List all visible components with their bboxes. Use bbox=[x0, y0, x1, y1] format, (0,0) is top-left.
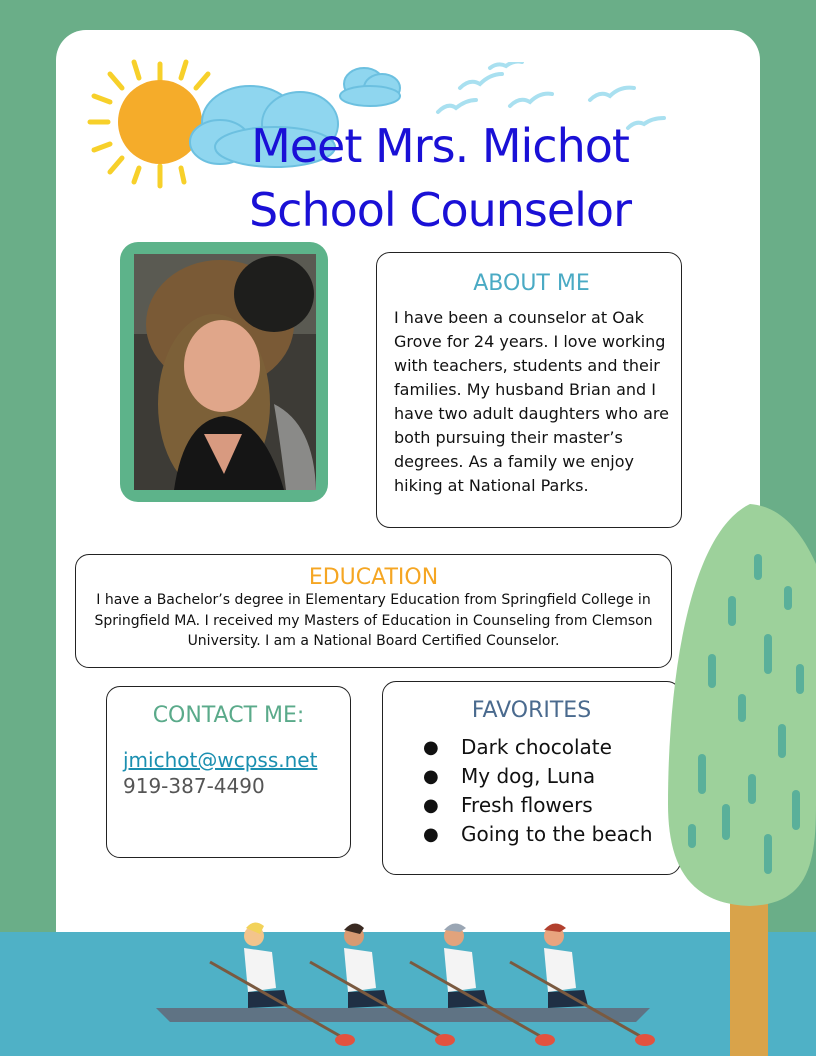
list-item: ● Dark chocolate bbox=[423, 735, 612, 759]
about-body: I have been a counselor at Oak Grove for 24 years. I love working with teachers, students and their families. My husband Brian and I have two adult daughters who are both pursuing their master’s degrees. As a family we enjoy hiking at National Parks. bbox=[394, 308, 669, 495]
education-body: I have a Bachelor’s degree in Elementary Education from Springfield College in Springfield MA. I received my Masters of Education in Counseling from Clemson University. I am a National Board Certified Counselor. bbox=[94, 592, 653, 649]
page-title: Meet Mrs. Michot bbox=[251, 119, 629, 173]
cloud-icon bbox=[330, 62, 410, 112]
tree-icon bbox=[668, 504, 816, 1056]
education-card bbox=[75, 554, 672, 668]
favorites-heading: FAVORITES bbox=[471, 698, 592, 723]
list-item: ● Going to the beach bbox=[423, 822, 653, 846]
education-heading: EDUCATION bbox=[308, 565, 439, 590]
contact-heading: CONTACT ME: bbox=[152, 703, 305, 728]
favorites-card bbox=[382, 681, 681, 875]
phone-number: 919-387-4490 bbox=[123, 774, 265, 798]
about-heading: ABOUT ME bbox=[473, 271, 590, 296]
page-subtitle: School Counselor bbox=[248, 183, 631, 237]
counselor-photo bbox=[134, 254, 316, 490]
contact-card bbox=[106, 686, 351, 858]
list-item: ● My dog, Luna bbox=[423, 764, 596, 788]
email-link[interactable]: jmichot@wcpss.net bbox=[123, 748, 318, 772]
favorites-list bbox=[383, 733, 680, 849]
about-me-card bbox=[376, 252, 682, 528]
list-item: ● Fresh flowers bbox=[423, 793, 593, 817]
rowing-team-icon bbox=[150, 918, 690, 1056]
